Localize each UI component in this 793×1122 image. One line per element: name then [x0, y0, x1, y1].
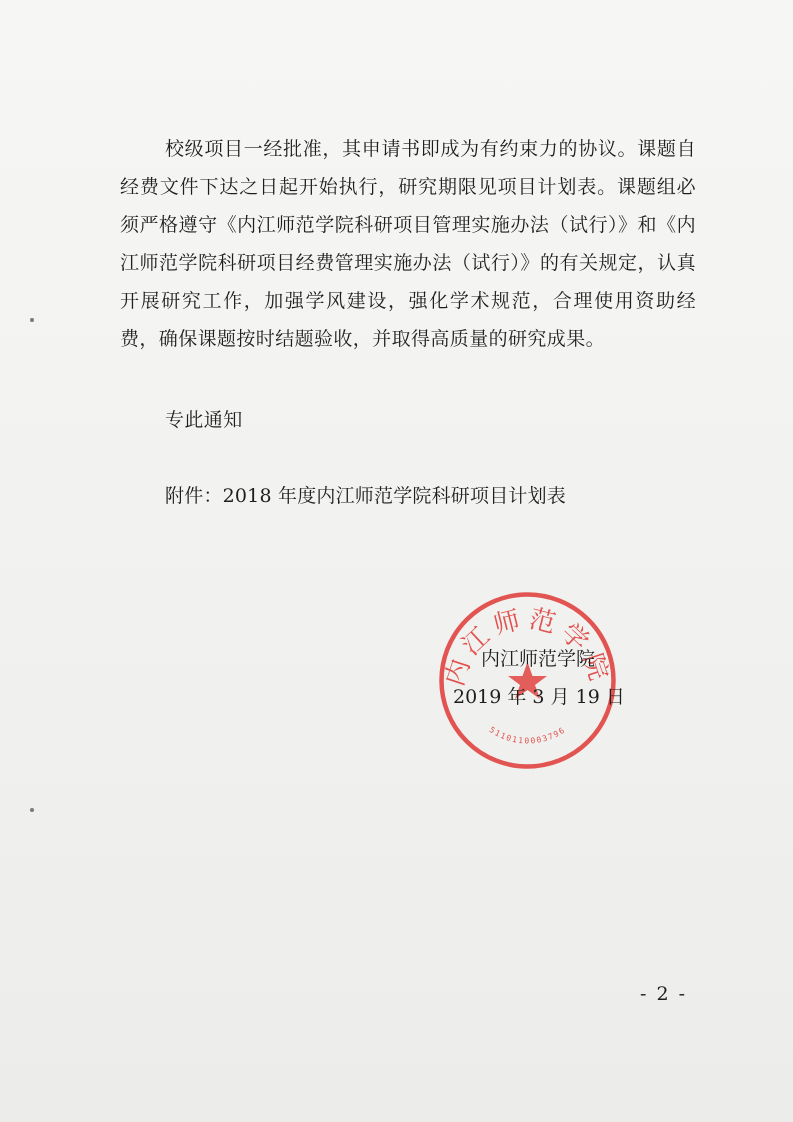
page-number: - 2 -	[640, 983, 688, 1005]
signature-organization: 内江师范学院	[481, 648, 596, 670]
body-paragraph: 校级项目一经批准，其申请书即成为有约束力的协议。课题自经费文件下达之日起开始执行，研究期限见项目计划表。课题组必须严格遵守《内江师范学院科研项目管理实施办法（试行）》和《内江师范学院科研项目经费管理实施办法（试行）》的有关规定，认真开展研究工作，加强学风建设，强化学术规范，合理使用资助经费，确保课题按时结题验收，并取得高质量的研究成果。	[120, 138, 696, 350]
attachment-line: 附件：2018 年度内江师范学院科研项目计划表	[165, 485, 566, 507]
binding-hole-mark	[30, 318, 34, 322]
seal-text: 内江师范学院	[439, 603, 616, 690]
closing-line: 专此通知	[165, 409, 243, 431]
binding-hole-mark	[30, 808, 34, 812]
svg-text:5110110003796	[488, 725, 568, 745]
signature-date: 2019 年 3 月 19 日	[453, 686, 625, 708]
seal-code: 5110110003796	[487, 725, 568, 746]
